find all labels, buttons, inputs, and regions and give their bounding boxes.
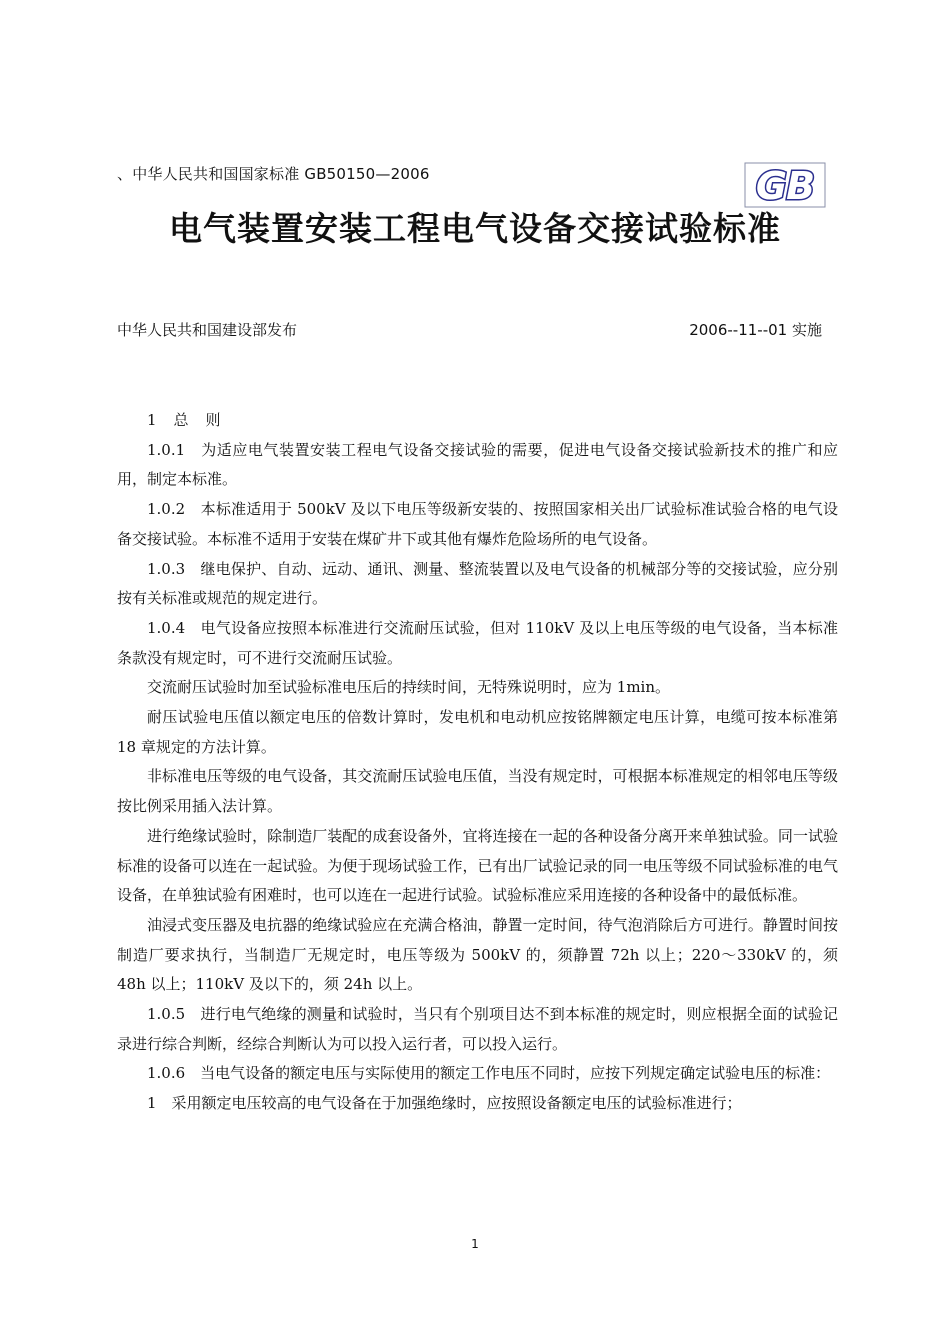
paragraph-1-0-1: 1.0.1 为适应电气装置安装工程电气设备交接试验的需要，促进电气设备交接试验新技术的推广和应用，制定本标准。 xyxy=(117,440,838,489)
paragraph-1-0-5: 1.0.5 进行电气绝缘的测量和试验时，当只有个别项目达不到本标准的规定时，则应根据全面的试验记录进行综合判断，经综合判断认为可以投入运行者，可以投入运行。 xyxy=(117,1005,838,1053)
paragraph-insulation-test: 进行绝缘试验时，除制造厂装配的成套设备外，宜将连接在一起的各种设备分离开来单独试验。同一试验标准的设备可以连在一起试验。为便于现场试验工作，已有出厂试验记录的同一电压等级不同试验标准的电气设备，在单独试验有困难时，也可以连在一起进行试验。试验标准应采用连接的各种设备中的最低标准。 xyxy=(117,826,838,905)
paragraph-1-0-2: 1.0.2 本标准适用于 500kV 及以下电压等级新安装的、按照国家相关出厂试验标准试验合格的电气设备交接试验。本标准不适用于安装在煤矿井下或其他有爆炸危险场所的电气设备。 xyxy=(117,500,838,548)
paragraph-oil-immersed: 油浸式变压器及电抗器的绝缘试验应在充满合格油，静置一定时间，待气泡消除后方可进行。静置时间按制造厂要求执行，当制造厂无规定时，电压等级为 500kV 的，须静置 72h 以上；220～330kV 的，须 48h 以上；110kV 及以下的，须 24h 以上。 xyxy=(117,915,838,994)
effective-date: 2006--11--01 实施 xyxy=(689,321,822,339)
paragraph-voltage-calculation: 耐压试验电压值以额定电压的倍数计算时，发电机和电动机应按铭牌额定电压计算，电缆可按本标准第 18 章规定的方法计算。 xyxy=(117,708,838,756)
paragraph-1-0-4: 1.0.4 电气设备应按照本标准进行交流耐压试验，但对 110kV 及以上电压等级的电气设备，当本标准条款没有规定时，可不进行交流耐压试验。 xyxy=(117,618,838,667)
document-title: 电气装置安装工程电气设备交接试验标准 xyxy=(169,209,781,248)
publisher: 中华人民共和国建设部发布 xyxy=(117,321,298,339)
standard-number-line: 、中华人民共和国国家标准 GB50150—2006 xyxy=(117,165,430,183)
list-item-1: 1 采用额定电压较高的电气设备在于加强绝缘时，应按照设备额定电压的试验标准进行； xyxy=(147,1094,742,1113)
paragraph-1-0-6: 1.0.6 当电气设备的额定电压与实际使用的额定工作电压不同时，应按下列规定确定试验电压的标准： xyxy=(147,1064,831,1083)
logo-text: GB xyxy=(755,164,815,208)
paragraph-nonstandard-voltage: 非标准电压等级的电气设备，其交流耐压试验电压值，当没有规定时，可根据本标准规定的相邻电压等级按比例采用插入法计算。 xyxy=(117,767,838,816)
paragraph-duration: 交流耐压试验时加至试验标准电压后的持续时间，无特殊说明时，应为 1min。 xyxy=(147,678,670,697)
paragraph-1-0-3: 1.0.3 继电保护、自动、远动、通讯、测量、整流装置以及电气设备的机械部分等的交接试验，应分别按有关标准或规范的规定进行。 xyxy=(117,559,838,608)
body-text xyxy=(117,406,838,1119)
page-number: 1 xyxy=(471,1237,479,1251)
section-heading: 1 总 则 xyxy=(147,411,222,429)
gb-logo-icon xyxy=(744,162,826,208)
